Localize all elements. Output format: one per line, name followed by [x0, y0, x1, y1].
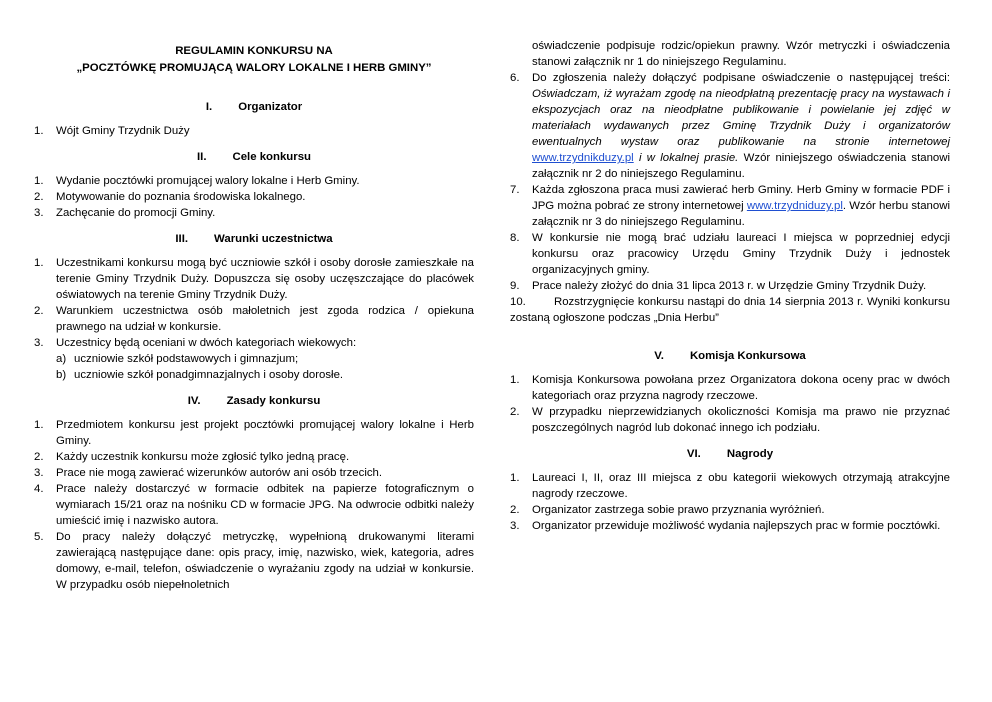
list-item: 2. Każdy uczestnik konkursu może zgłosić tylko jedną pracę.: [34, 451, 350, 463]
right-column: [510, 38, 950, 544]
list-item: 3. Prace nie mogą zawierać wizerunków autorów ani osób trzecich.: [34, 467, 383, 479]
section-heading-organizator: I. Organizator: [205, 101, 303, 113]
warunki-list: [34, 255, 474, 383]
list-item: 3. Zachęcanie do promocji Gminy.: [34, 207, 216, 219]
list-item: 1. Komisja Konkursowa powołana przez Organizatora dokona oceny prac w dwóch kategoriach oraz przyzna nagrody rzeczowe.: [510, 374, 950, 402]
list-item: 9. Prace należy złożyć do dnia 31 lipca 2013 r. w Urzędzie Gminy Trzydnik Duży.: [510, 280, 927, 292]
section-heading-cele: II. Cele konkursu: [197, 151, 311, 163]
list-item: 2. Warunkiem uczestnictwa osób małoletnich jest zgoda rodzica / opiekuna prawnego na udział w konkursie.: [34, 305, 474, 333]
section-heading-warunki: III. Warunki uczestnictwa: [175, 233, 333, 245]
zasady-list: [34, 417, 474, 593]
list-item: 10. Rozstrzygnięcie konkursu nastąpi do dnia 14 sierpnia 2013 r. Wyniki konkursu zostaną ogłoszone podczas „Dnia Herbu”: [510, 296, 950, 324]
organizator-list: [34, 123, 474, 139]
list-item: 2. Organizator zastrzega sobie prawo przyznania wyróżnień.: [510, 504, 825, 516]
list-item: a) uczniowie szkół podstawowych i gimnazjum;: [56, 353, 299, 365]
list-item: 1. Wydanie pocztówki promującej walory lokalne i Herb Gminy.: [34, 175, 360, 187]
website-link[interactable]: www.trzydniduzy.pl: [746, 200, 843, 212]
title-line-2: „POCZTÓWKĘ PROMUJĄCĄ WALORY LOKALNE I HERB GMINY”: [76, 62, 432, 74]
list-item: oświadczenie podpisuje rodzic/opiekun prawny. Wzór metryczki i oświadczenia stanowi załącznik nr 1 do niniejszego Regulaminu.: [532, 40, 950, 68]
list-item: b) uczniowie szkół ponadgimnazjalnych i osoby dorosłe.: [56, 369, 344, 381]
list-item: 7. Każda zgłoszona praca musi zawierać herb Gminy. Herb Gminy w formacie PDF i JPG można pobrać ze strony internetowej www.trzydniduzy.pl. Wzór herbu stanowi załącznik nr 3 do niniejszego Regulaminu.: [510, 184, 950, 228]
website-link[interactable]: www.trzydnikduzy.pl: [532, 152, 634, 164]
title-line-1: REGULAMIN KONKURSU NA: [175, 45, 333, 57]
list-item: 6. Do zgłoszenia należy dołączyć podpisane oświadczenie o następującej treści: Oświadczam, iż wyrażam zgodę na nieodpłatną prezentację pracy na wystawach i ekspozycjach oraz na nieodpłatne publikowanie i powielanie jej zdjęć w materiałach wydawanych przez Gminę Trzydnik Duży i organizatorów ewentualnych wystaw oraz publikowanie na stronie internetowej www.trzydnikduzy.pl i w lokalnej prasie. Wzór niniejszego oświadczenia stanowi załącznik nr 2 do niniejszego Regulaminu.: [510, 72, 951, 180]
list-item: 1. Przedmiotem konkursu jest projekt pocztówki promującej walory lokalne i Herb Gminy.: [34, 419, 474, 447]
left-column: [34, 40, 474, 603]
list-item: 8. W konkursie nie mogą brać udziału laureaci I miejsca w poprzedniej edycji konkursu oraz pracowicy Urzędu Gminy Trzydnik Duży i jednostek organizacyjnych gminy.: [510, 232, 950, 276]
list-item: 5. Do pracy należy dołączyć metryczkę, wypełnioną drukowanymi literami zawierającą następujące dane: opis pracy, imię, nazwisko, wiek, kategoria, adres domowy, e-mail, telefon, oświadczenie o wyrażaniu zgody na udział w konkursie. W przypadku osób niepełnoletnich: [34, 531, 474, 591]
list-item: 1. Laureaci I, II, oraz III miejsca z obu kategorii wiekowych otrzymają atrakcyjne nagrody rzeczowe.: [510, 472, 950, 500]
list-item: 1. Uczestnikami konkursu mogą być uczniowie szkół i osoby dorosłe zamieszkałe na terenie Gminy Trzydnik Duży. Dopuszcza się osoby uczęszczające do placówek oświatowych na terenie Gminy Trzydnik Duży.: [34, 257, 474, 301]
komisja-list: [510, 372, 950, 436]
zasady-list-continued: [510, 38, 950, 326]
nagrody-list: [510, 470, 950, 534]
list-item: 4. Prace należy dostarczyć w formacie odbitek na papierze fotograficznym o wymiarach 15/21 oraz na nośniku CD w formacie JPG. Na odwrocie odbitki należy umieścić imię i nazwisko autora.: [34, 483, 474, 527]
document-title: [34, 43, 474, 77]
section-heading-nagrody: VI. Nagrody: [686, 448, 774, 460]
list-item: 3. Uczestnicy będą oceniani w dwóch kategoriach wiekowych:: [34, 337, 357, 349]
list-item: 2. Motywowanie do poznania środowiska lokalnego.: [34, 191, 306, 203]
section-heading-komisja: V. Komisja Konkursowa: [654, 350, 806, 362]
section-heading-zasady: IV. Zasady konkursu: [187, 395, 321, 407]
list-item: 1. Wójt Gminy Trzydnik Duży: [34, 125, 190, 137]
list-item: 2. W przypadku nieprzewidzianych okoliczności Komisja ma prawo nie przyznać poszczególnych nagród lub dokonać innego ich podziału.: [510, 406, 950, 434]
list-item: 3. Organizator przewiduje możliwość wydania najlepszych prac w formie pocztówki.: [510, 520, 941, 532]
age-categories: [34, 351, 474, 383]
cele-list: [34, 173, 474, 221]
